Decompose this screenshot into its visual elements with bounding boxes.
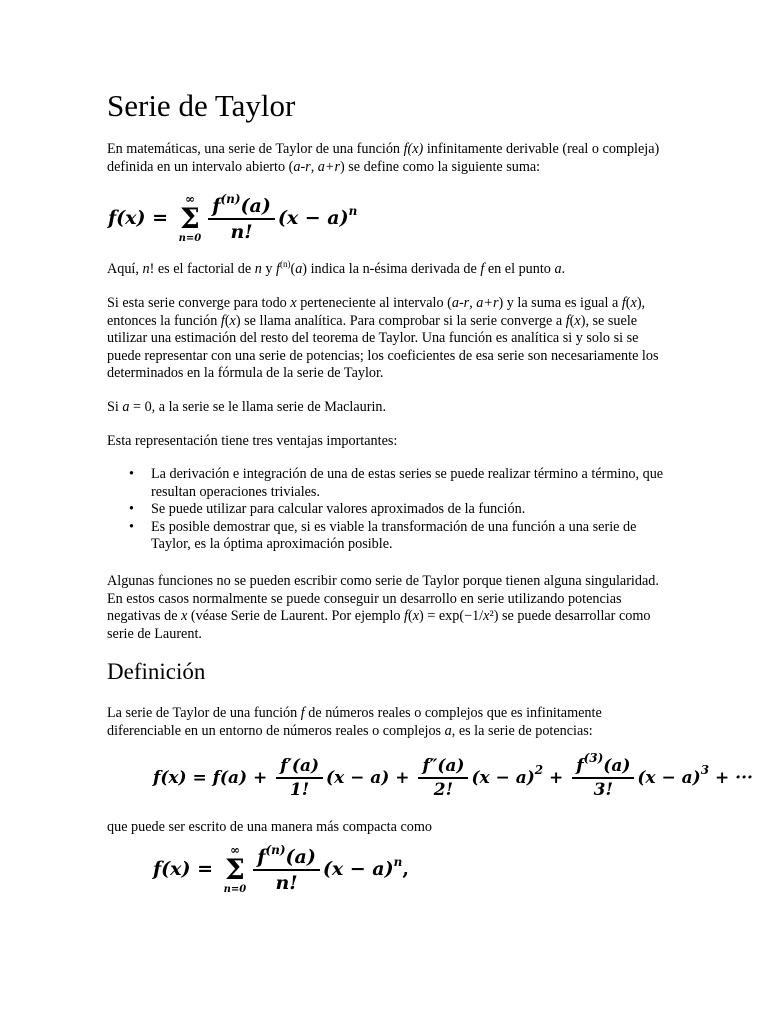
taylor-series-formula: f(x) = ∞ Σ n=0 $\frac{f^{(n)}(a)}{n!}$ $(x - a)^n$ xyxy=(108,191,358,244)
bullet-icon: • xyxy=(129,501,134,517)
bullet-icon: • xyxy=(129,518,134,535)
taylor-expansion-formula: f(x) = f(a) + $\frac{f'(a)}{1!}$ (x − a) + $\frac{f''(a)}{2!}$ $(x - a)^2$ + $\frac{f^{(3)}(a)}{3!}$ $(x - a)^3$ + ··· xyxy=(153,751,753,800)
summation-symbol: ∞ Σ n=0 xyxy=(178,192,202,244)
math-text: a+r xyxy=(317,158,340,175)
compact-paragraph: que puede ser escrito de una manera más compacta como xyxy=(107,819,432,835)
maclaurin-paragraph: Si a = 0, a la serie se le llama serie de Maclaurin. xyxy=(107,399,387,415)
text: infinitamente derivable (real o compleja) definida en un intervalo abierto ( xyxy=(107,141,660,175)
fraction: $\frac{f^{(n)}(a)}{n!}$ xyxy=(208,197,275,242)
formula-lhs: f(x) = xyxy=(108,207,175,229)
advantages-intro: Esta representación tiene tres ventajas importantes: xyxy=(107,433,398,449)
convergence-paragraph: Si esta serie converge para todo x perteneciente al intervalo (a-r, a+r) y la suma es igual a f(x), entonces la función f(x) se llama analítica. Para comprobar si la serie converge a f(x), se suele utilizar una estimación del resto del teorema de Taylor. Una función es analítica si y solo si se puede representar con una serie de potencias; los coeficientes de esa serie son necesariamente los determinados en la fórmula de la serie de Taylor. xyxy=(107,295,659,381)
summation-symbol: ∞ Σ n=0 xyxy=(223,843,247,895)
math-text: a-r xyxy=(293,158,311,175)
list-item: • Se puede utilizar para calcular valores aproximados de la función. xyxy=(129,501,526,517)
text: , xyxy=(310,158,318,175)
section-heading: Definición xyxy=(107,659,206,684)
bullet-icon: • xyxy=(129,466,134,482)
fraction: $\frac{f'(a)}{1!}$ xyxy=(276,758,323,799)
compact-taylor-formula: f(x) = ∞ Σ n=0 $\frac{f^{(n)}(a)}{n!}$ $(x - a)^n$, xyxy=(153,842,409,895)
fraction: $\frac{f^{(3)}(a)}{3!}$ xyxy=(572,758,634,799)
laurent-paragraph: Algunas funciones no se pueden escribir como serie de Taylor porque tienen alguna singularidad. En estos casos normalmente se puede conseguir un desarrollo en serie utilizando potencias negativas de x (véase Serie de Laurent. Por ejemplo f(x) = exp(−1/x²) se puede desarrollar como serie de Laurent. xyxy=(107,573,659,642)
text: ) se define como la siguiente suma: xyxy=(339,158,541,175)
intro-paragraph xyxy=(107,141,667,176)
fraction: $\frac{f''(a)}{2!}$ xyxy=(418,758,468,799)
list-item: • Es posible demostrar que, si es viable la transformación de una función a una serie de Taylor, es la óptima aproximación posible. xyxy=(129,518,637,552)
advantages-list xyxy=(107,466,667,554)
math-text: f(x) xyxy=(403,141,424,157)
formula-tail: (x − a) xyxy=(277,207,349,229)
page-title: Serie de Taylor xyxy=(107,88,296,123)
definition-paragraph: La serie de Taylor de una función f de números reales o complejos que es infinitamente diferenciable en un entorno de números reales o complejos a, es la serie de potencias: xyxy=(107,705,602,739)
factorial-paragraph: Aquí, n! es el factorial de n y $f^{(n)}(a)$ indica la n-ésima derivada de f en el punto a. xyxy=(107,259,566,277)
text: En matemáticas, una serie de Taylor de una función xyxy=(107,141,404,157)
fraction: $\frac{f^{(n)}(a)}{n!}$ xyxy=(253,848,320,893)
list-item: • La derivación e integración de una de estas series se puede realizar término a término, que resultan operaciones triviales. xyxy=(129,466,664,500)
